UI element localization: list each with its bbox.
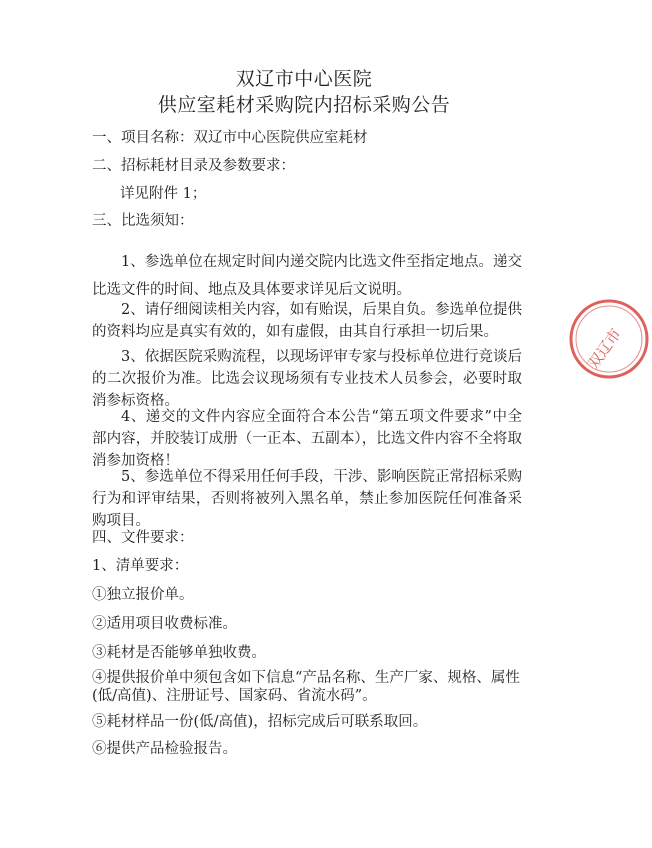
announcement-title: 供应室耗材采购院内招标采购公告 — [157, 94, 451, 116]
list-item-6: ⑥提供产品检验报告。 — [92, 741, 237, 757]
list-item-2: ②适用项目收费标准。 — [92, 616, 237, 632]
section-catalog-heading: 二、招标耗材目录及参数要求： — [92, 158, 295, 174]
hospital-name-title: 双辽市中心医院 — [235, 68, 373, 90]
section-file-requirements-heading: 四、文件要求： — [92, 530, 194, 546]
notice-item-5: 5、参选单位不得采用任何手段，干涉、影响医院正常招标采购行为和评审结果，否则将被列入黑名单，禁止参加医院任何准备采购项目。 — [92, 469, 522, 529]
official-seal-stamp — [566, 296, 652, 382]
notice-item-3: 3、依据医院采购流程，以现场评审专家与投标单位进行竞谈后的二次报价为准。比选会议现场须有专业技术人员参会，必要时取消参标资格。 — [92, 349, 522, 409]
notice-item-1: 1、参选单位在规定时间内递交院内比选文件至指定地点。递交比选文件的时间、地点及具体要求详见后文说明。 — [92, 254, 522, 298]
section-notice-heading: 三、比选须知： — [92, 213, 194, 229]
list-item-1: ①独立报价单。 — [92, 587, 194, 603]
list-item-3: ③耗材是否能够单独收费。 — [92, 645, 266, 661]
section-catalog-detail: 详见附件 1； — [120, 186, 207, 202]
seal-text: 双辽市 — [584, 325, 625, 373]
list-item-5: ⑤耗材样品一份(低/高值)，招标完成后可联系取回。 — [92, 714, 428, 730]
list-item-4: ④提供报价单中须包含如下信息“产品名称、生产厂家、规格、属性 — [92, 670, 520, 686]
list-requirements-heading: 1、清单要求： — [92, 558, 189, 574]
notice-item-4: 4、递交的文件内容应全面符合本公告“第五项文件要求”中全部内容，并胶装订成册（一正本、五副本），比选文件内容不全将取消参加资格！ — [92, 409, 522, 469]
section-project-name: 一、项目名称：双辽市中心医院供应室耗材 — [92, 130, 368, 146]
list-item-4-continued: (低/高值)、注册证号、国家码、省流水码”。 — [92, 688, 377, 704]
notice-item-2: 2、请仔细阅读相关内容，如有贻误，后果自负。参选单位提供的资料均应是真实有效的，如有虚假，由其自行承担一切后果。 — [92, 302, 522, 340]
